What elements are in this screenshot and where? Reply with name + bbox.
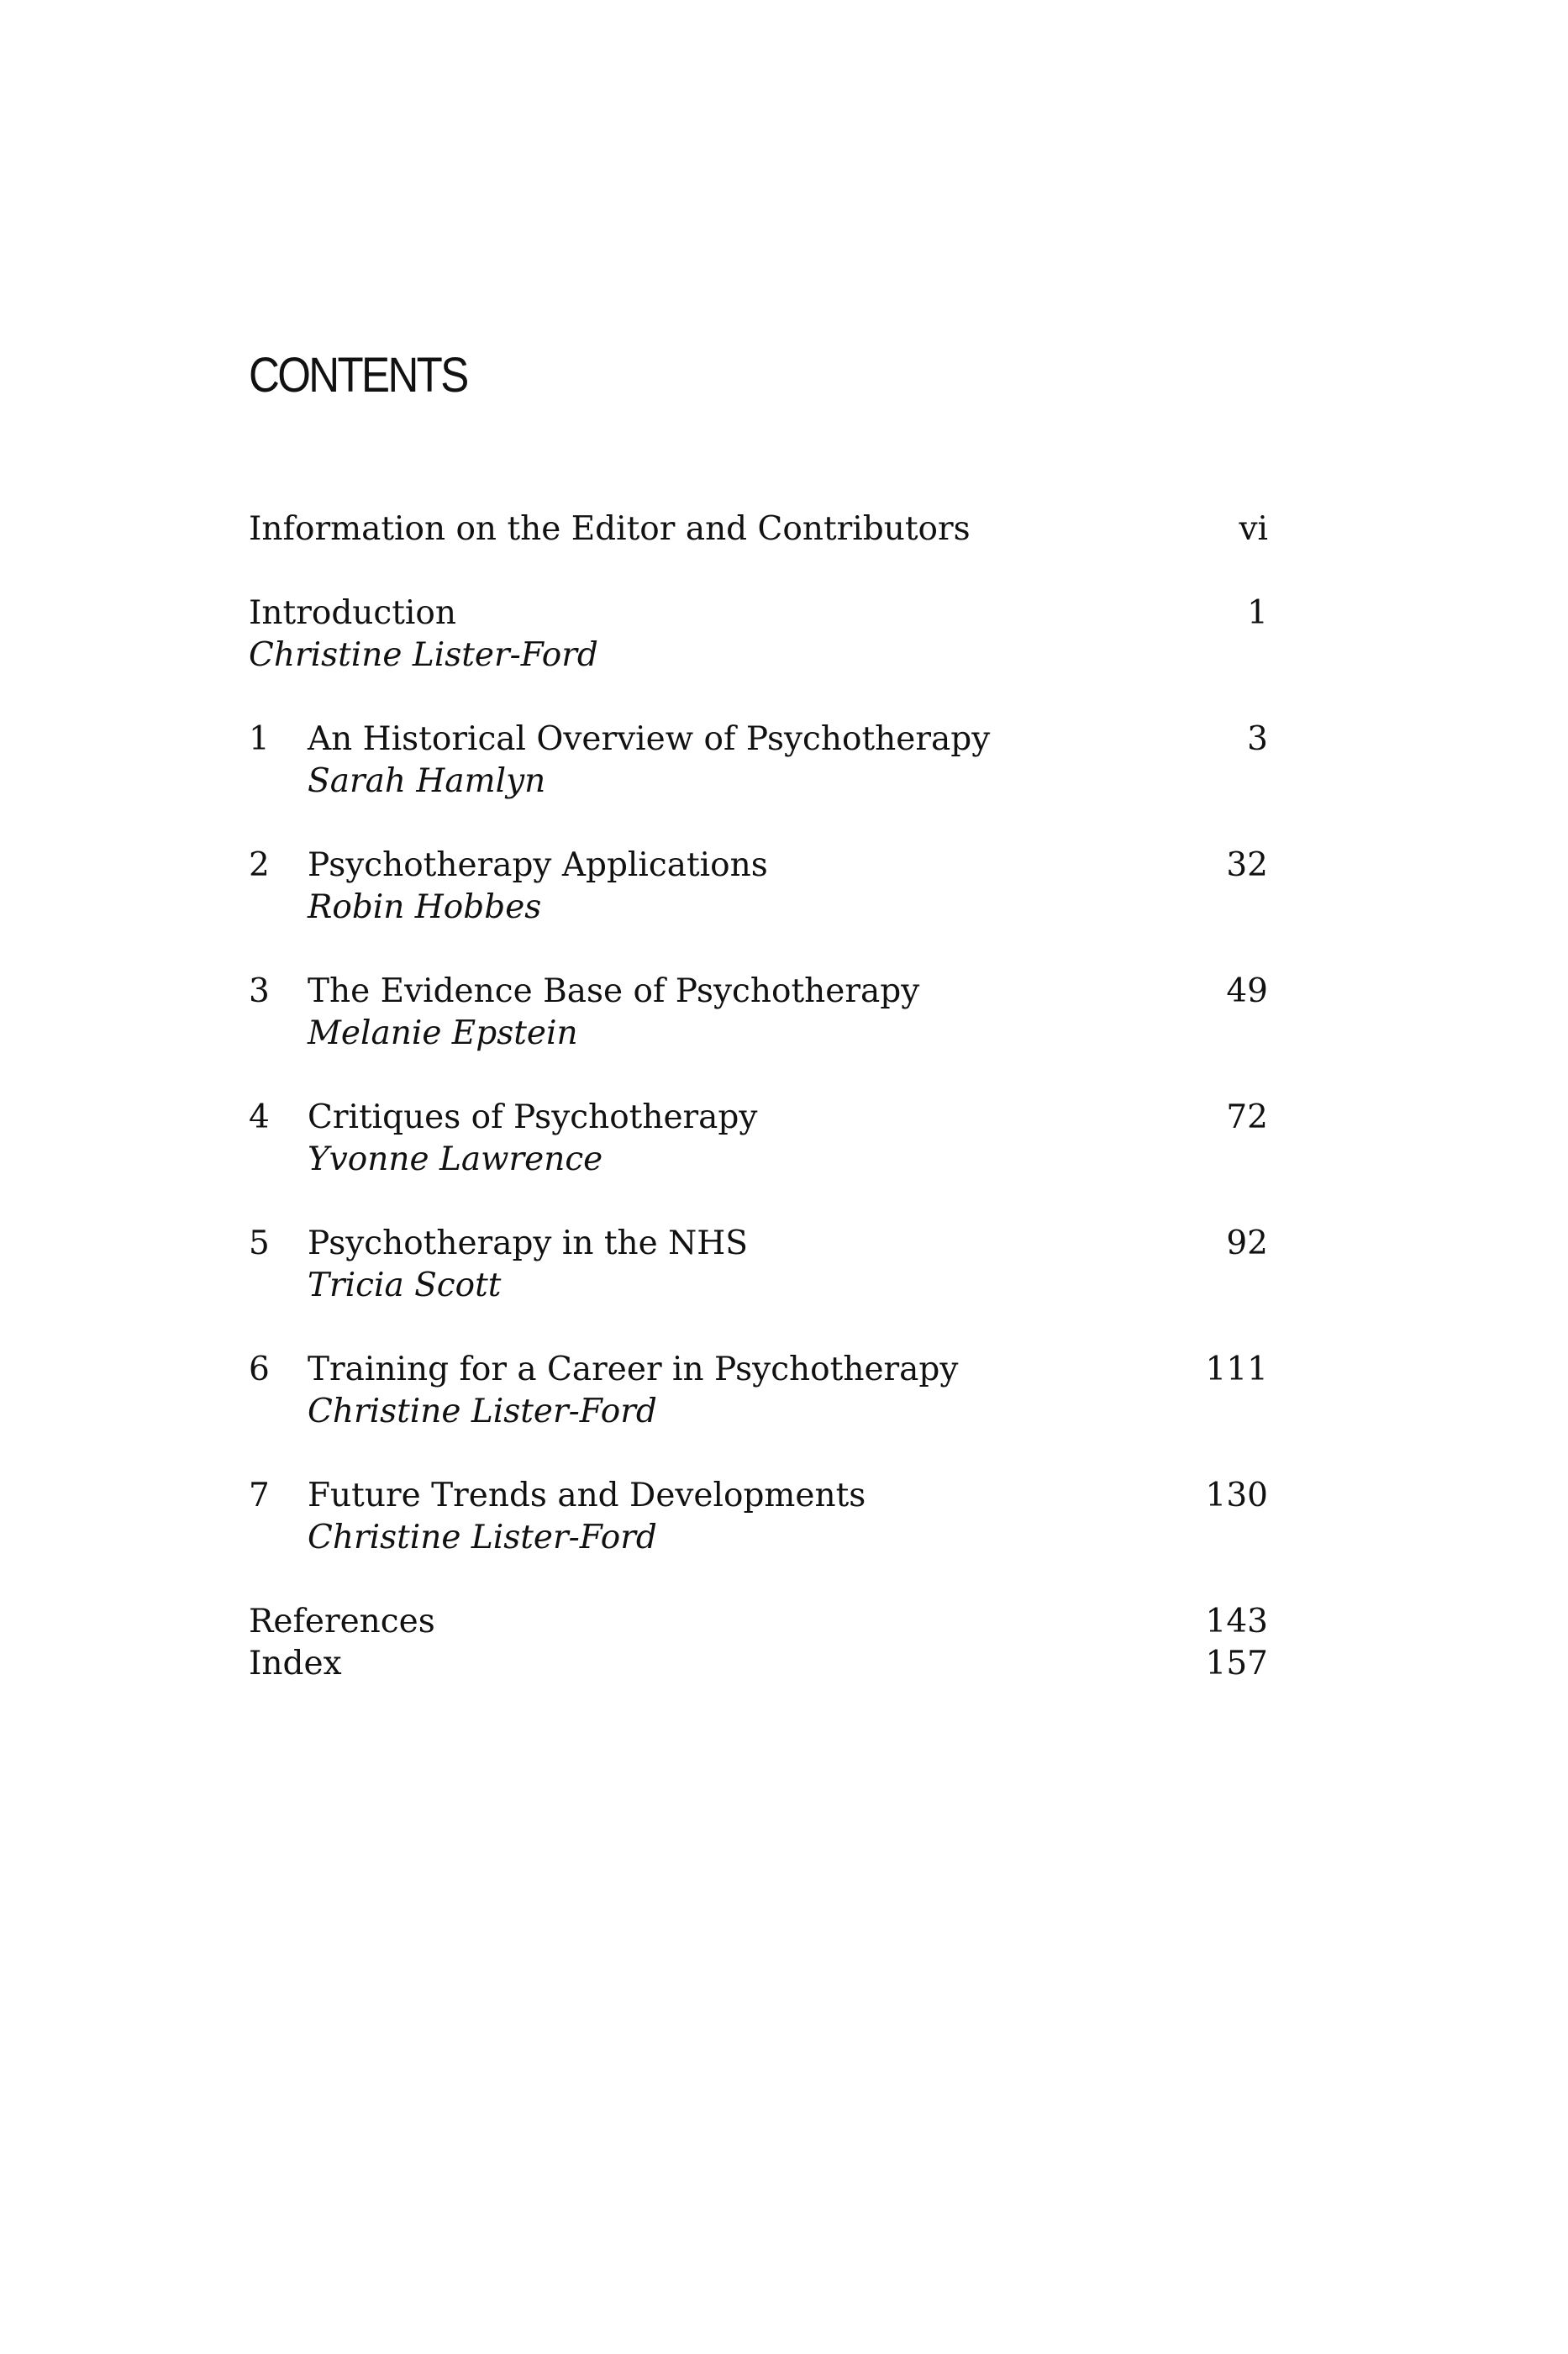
toc-row (249, 1475, 1268, 1517)
toc-row (249, 719, 1268, 761)
chapter-number: 2 (249, 846, 270, 884)
chapter-number: 4 (249, 1098, 270, 1136)
toc-page-number: 143 (1205, 1603, 1268, 1640)
toc-chapter-4 (249, 1097, 1268, 1181)
toc-chapter-3 (249, 971, 1268, 1055)
toc-page-number: 1 (1247, 594, 1268, 632)
toc-chapter-6 (249, 1349, 1268, 1433)
chapter-author: Sarah Hamlyn (308, 762, 546, 800)
toc-chapter-1 (249, 719, 1268, 803)
toc-page-number: 49 (1226, 972, 1268, 1010)
toc-chapter-2 (249, 845, 1268, 929)
toc-chapter-5 (249, 1223, 1268, 1307)
chapter-author: Melanie Epstein (308, 1014, 578, 1052)
toc-page-number: 111 (1205, 1351, 1268, 1388)
toc-entry-author: Christine Lister-Ford (249, 636, 598, 674)
toc-page-number: 3 (1247, 720, 1268, 758)
toc-page-number: 92 (1226, 1224, 1268, 1262)
chapter-title: An Historical Overview of Psychotherapy (308, 720, 991, 758)
toc-chapter-7 (249, 1475, 1268, 1559)
chapter-number: 7 (249, 1477, 270, 1514)
toc-entry-title: Information on the Editor and Contributors (249, 510, 971, 548)
chapter-author: Christine Lister-Ford (308, 1519, 657, 1556)
toc-row (249, 1349, 1268, 1391)
chapter-author: Yvonne Lawrence (308, 1140, 603, 1178)
toc-row (249, 845, 1268, 887)
chapter-author: Christine Lister-Ford (308, 1393, 657, 1430)
toc-page-number: 72 (1226, 1098, 1268, 1136)
toc-entry-title: References (249, 1603, 435, 1640)
chapter-title: Training for a Career in Psychotherapy (308, 1351, 959, 1388)
chapter-title: Critiques of Psychotherapy (308, 1098, 758, 1136)
contents-heading: CONTENTS (249, 348, 467, 403)
toc-row (249, 1097, 1268, 1139)
toc-entry-index (249, 1643, 1268, 1685)
toc-page-number: 32 (1226, 846, 1268, 884)
toc-entry-title: Index (249, 1645, 342, 1683)
toc-entry-contributors (249, 508, 1268, 550)
chapter-author: Tricia Scott (308, 1267, 502, 1304)
toc-page-number: vi (1239, 510, 1268, 548)
toc-entry-introduction (249, 592, 1268, 677)
chapter-number: 3 (249, 972, 270, 1010)
chapter-number: 5 (249, 1224, 270, 1262)
toc-row (249, 508, 1268, 550)
toc-row (249, 971, 1268, 1013)
chapter-title: Future Trends and Developments (308, 1477, 866, 1514)
toc-entry-title: Introduction (249, 594, 456, 632)
chapter-title: The Evidence Base of Psychotherapy (308, 972, 920, 1010)
toc-row (249, 1643, 1268, 1685)
toc-row (249, 1223, 1268, 1265)
chapter-author: Robin Hobbes (308, 888, 542, 926)
chapter-number: 1 (249, 720, 270, 758)
toc-row (249, 1601, 1268, 1643)
toc-row (249, 592, 1268, 635)
toc-page-number: 130 (1205, 1477, 1268, 1514)
toc-entry-references (249, 1601, 1268, 1643)
toc-page-number: 157 (1205, 1645, 1268, 1683)
chapter-title: Psychotherapy in the NHS (308, 1224, 748, 1262)
chapter-title: Psychotherapy Applications (308, 846, 768, 884)
chapter-number: 6 (249, 1351, 270, 1388)
